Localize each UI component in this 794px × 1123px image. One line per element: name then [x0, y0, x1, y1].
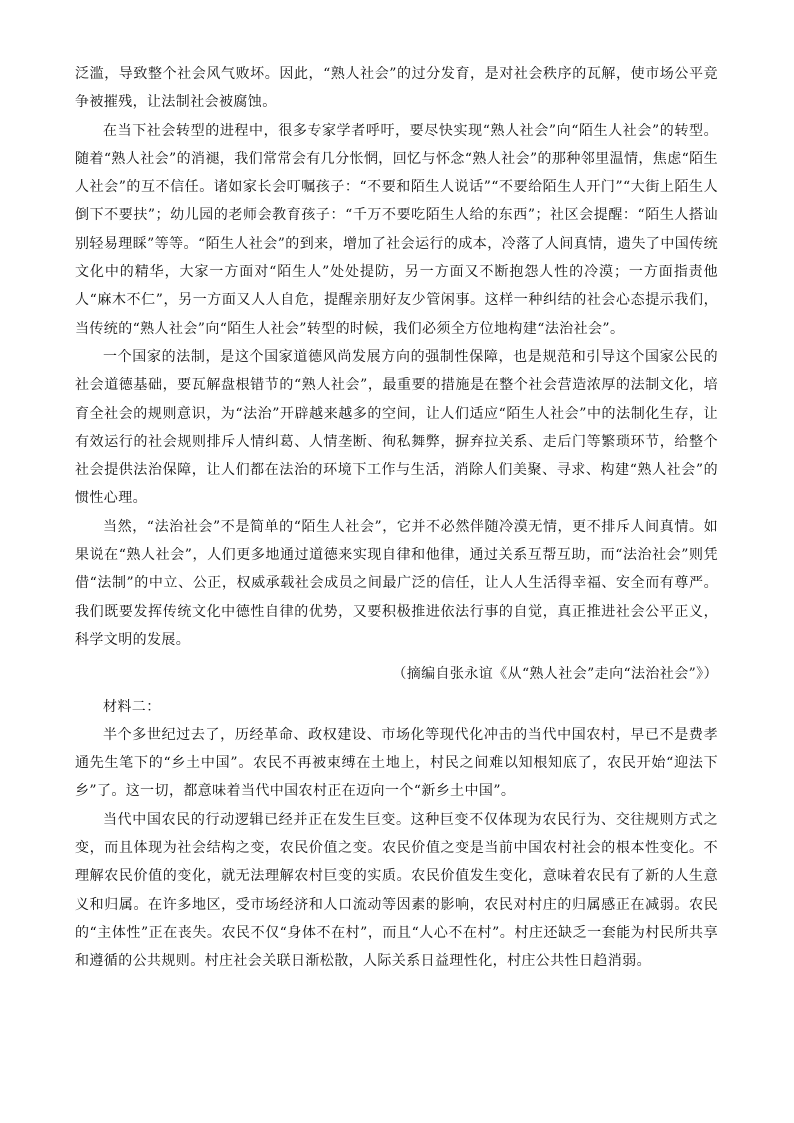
paragraph: 在当下社会转型的进程中，很多专家学者呼吁，要尽快实现“熟人社会”向“陌生人社会”的转型。随着“熟人社会”的消褪，我们常常会有几分怅惘，回忆与怀念“熟人社会”的那种邻里温情，焦虑“陌生人社会”的互不信任。诸如家长会叮嘱孩子：“不要和陌生人说话”“不要给陌生人开门”“大街上陌生人倒下不要扶”；幼儿园的老师会教育孩子：“千万不要吃陌生人给的东西”；社区会提醒：“陌生人搭讪别轻易理睬”等等。“陌生人社会”的到来，增加了社会运行的成本，冷落了人间真情，遗失了中国传统文化中的精华，大家一方面对“陌生人”处处提防，另一方面又不断抱怨人性的冷漠；一方面指责他人“麻木不仁”，另一方面又人人自危，提醒亲朋好友少管闲事。这样一种纠结的社会心态提示我们，当传统的“熟人社会”向“陌生人社会”转型的时候，我们必须全方位地构建“法治社会”。	[75, 122, 718, 337]
paragraph: 当然，“法治社会”不是简单的“陌生人社会”，它并不必然伴随冷漠无情，更不排斥人间真情。如果说在“熟人社会”，人们更多地通过道德来实现自律和他律，通过关系互帮互助，而“法治社会”则凭借“法制”的中立、公正，权威承载社会成员之间最广泛的信任，让人人生活得幸福、安全而有尊严。我们既要发挥传统文化中德性自律的优势，又要积极推进依法行事的自觉，真正推进社会公平正义，科学文明的发展。	[75, 518, 718, 648]
paragraph: 当代中国农民的行动逻辑已经并正在发生巨变。这种巨变不仅体现为农民行为、交往规则方式之变，而且体现为社会结构之变，农民价值之变。农民价值之变是当前中国农村社会的根本性变化。不理解农民价值的变化，就无法理解农村巨变的实质。农民价值发生变化，意味着农民有了新的人生意义和归属。在许多地区，受市场经济和人口流动等因素的影响，农民对村庄的归属感正在减弱。农民的“主体性”正在丧失。农民不仅“身体不在村”，而且“人心不在村”。村庄还缺乏一套能为村民所共享和遵循的公共规则。村庄社会关联日渐松散，人际关系日益理性化，村庄公共性日趋消弱。	[75, 811, 718, 970]
material-label: 材料二：	[103, 698, 161, 715]
paragraph: 半个多世纪过去了，历经革命、政权建设、市场化等现代化冲击的当代中国农村，早已不是费孝通先生笔下的“乡土中国”。农民不再被束缚在土地上，村民之间难以知根知底了，农民开始“迎法下乡”了。这一切，都意味着当代中国农村正在迈向一个“新乡土中国”。	[75, 726, 718, 800]
paragraph-continuation: 泛滥，导致整个社会风气败坏。因此，“熟人社会”的过分发育，是对社会秩序的瓦解，使市场公平竞争被摧残，让法制社会被腐蚀。	[75, 66, 718, 111]
source-citation: （摘编自张永谊《从“熟人社会”走向“法治社会”》）	[392, 666, 718, 683]
paragraph: 一个国家的法制，是这个国家道德风尚发展方向的强制性保障，也是规范和引导这个国家公民的社会道德基础，要瓦解盘根错节的“熟人社会”，最重要的措施是在整个社会营造浓厚的法制文化，培育全社会的规则意识，为“法治”开辟越来越多的空间，让人们适应“陌生人社会”中的法制化生存，让有效运行的社会规则排斥人情纠葛、人情垄断、徇私舞弊，摒弃拉关系、走后门等繁琐环节，给整个社会提供法治保障，让人们都在法治的环境下工作与生活，消除人们美聚、寻求、构建“熟人社会”的惯性心理。	[75, 348, 718, 507]
